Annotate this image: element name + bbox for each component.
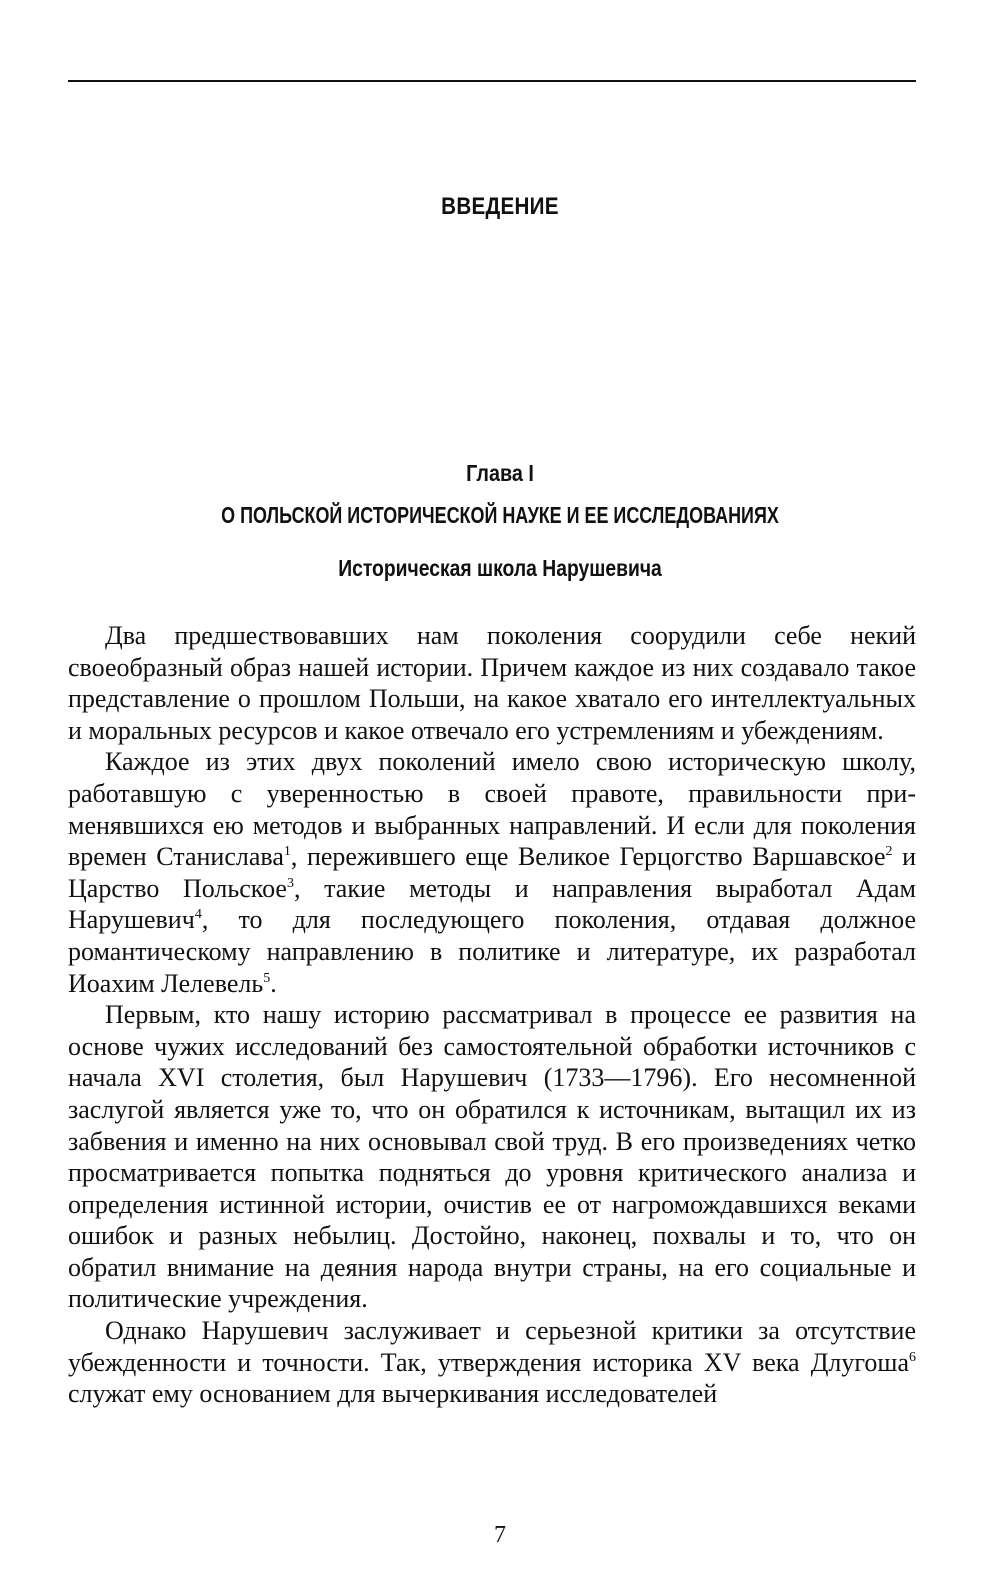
chapter-label: Глава I [466,460,534,486]
paragraph [68,620,916,746]
paragraph [68,1315,916,1410]
paragraph [68,746,916,999]
section-title: Историческая школа Нарушевича [338,555,662,581]
text-run: Первым, кто нашу историю рассматривал в процессе ее развития на основе чужих исследований без самостоятельной обработки источников с начала XVI столетия, был Нарушевич (1733—1796). Его несомненной заслугой является уже то, что он обратился к источникам, вытащил их из забвения и именно на них основывал свой труд. В его произведениях четко просматривается попытка подняться до уровня критического анализа и определения истинной истории, очистив ее от нагромождавшихся веками ошибок и разных небылиц. Достойно, наконец, похвалы и то, что он обратил внимание на деяния народа внутри страны, на его социальные и политические учреждения. [68,1000,916,1314]
text-run: Два предшествовавших нам поколения соорудили себе некий своеобразный образ нашей истории. Причем каждое из них создавало такое представление о прошлом Польши, на какое хватало его интеллектуальных и моральных ресурсов и какое отвечало его устремлениям и убеждениям. [68,621,916,745]
text-run: служат ему основанием для вычеркивания исследователей [68,1379,718,1409]
footnote-ref[interactable]: 3 [286,875,294,891]
footnote-ref[interactable]: 4 [194,907,202,923]
body-text [68,620,916,1410]
chapter-title: О ПОЛЬСКОЙ ИСТОРИЧЕСКОЙ НАУКЕ И ЕЕ ИССЛЕДОВАНИЯХ [221,502,779,528]
text-run: Однако Нарушевич заслуживает и серьезной критики за отсутствие убежденности и точности. Так, утверждения историка XV века Длугоша [68,1316,916,1377]
text-run: . [270,968,277,998]
footnote-ref[interactable]: 1 [283,844,291,860]
paragraph [68,999,916,1315]
footnote-ref[interactable]: 2 [885,844,893,860]
text-run: , то для последующего поколения, отдавая должное романтическому направлению в политике и литературе, их разработал Иоахим Лелевель [68,905,916,998]
text-run: , такие методы и направления выработал Адам Нарушевич [68,873,916,935]
footnote-ref[interactable]: 5 [263,970,271,986]
text-run: и Царство Польское [68,842,916,903]
part-title: ВВЕДЕНИЕ [441,193,559,220]
footnote-ref[interactable]: 6 [909,1349,916,1365]
page-number: 7 [494,1522,506,1548]
text-run: , пережившего еще Великое Герцогство Варшавское [290,842,886,872]
text-run: Каждое из этих двух поколений имело свою историческую школу, работавшую с уверенностью в своей правоте, правильности применявшихся ею методов и выбранных направлений. И если для поколения времен Станислава [68,747,916,872]
header-rule [68,80,916,82]
